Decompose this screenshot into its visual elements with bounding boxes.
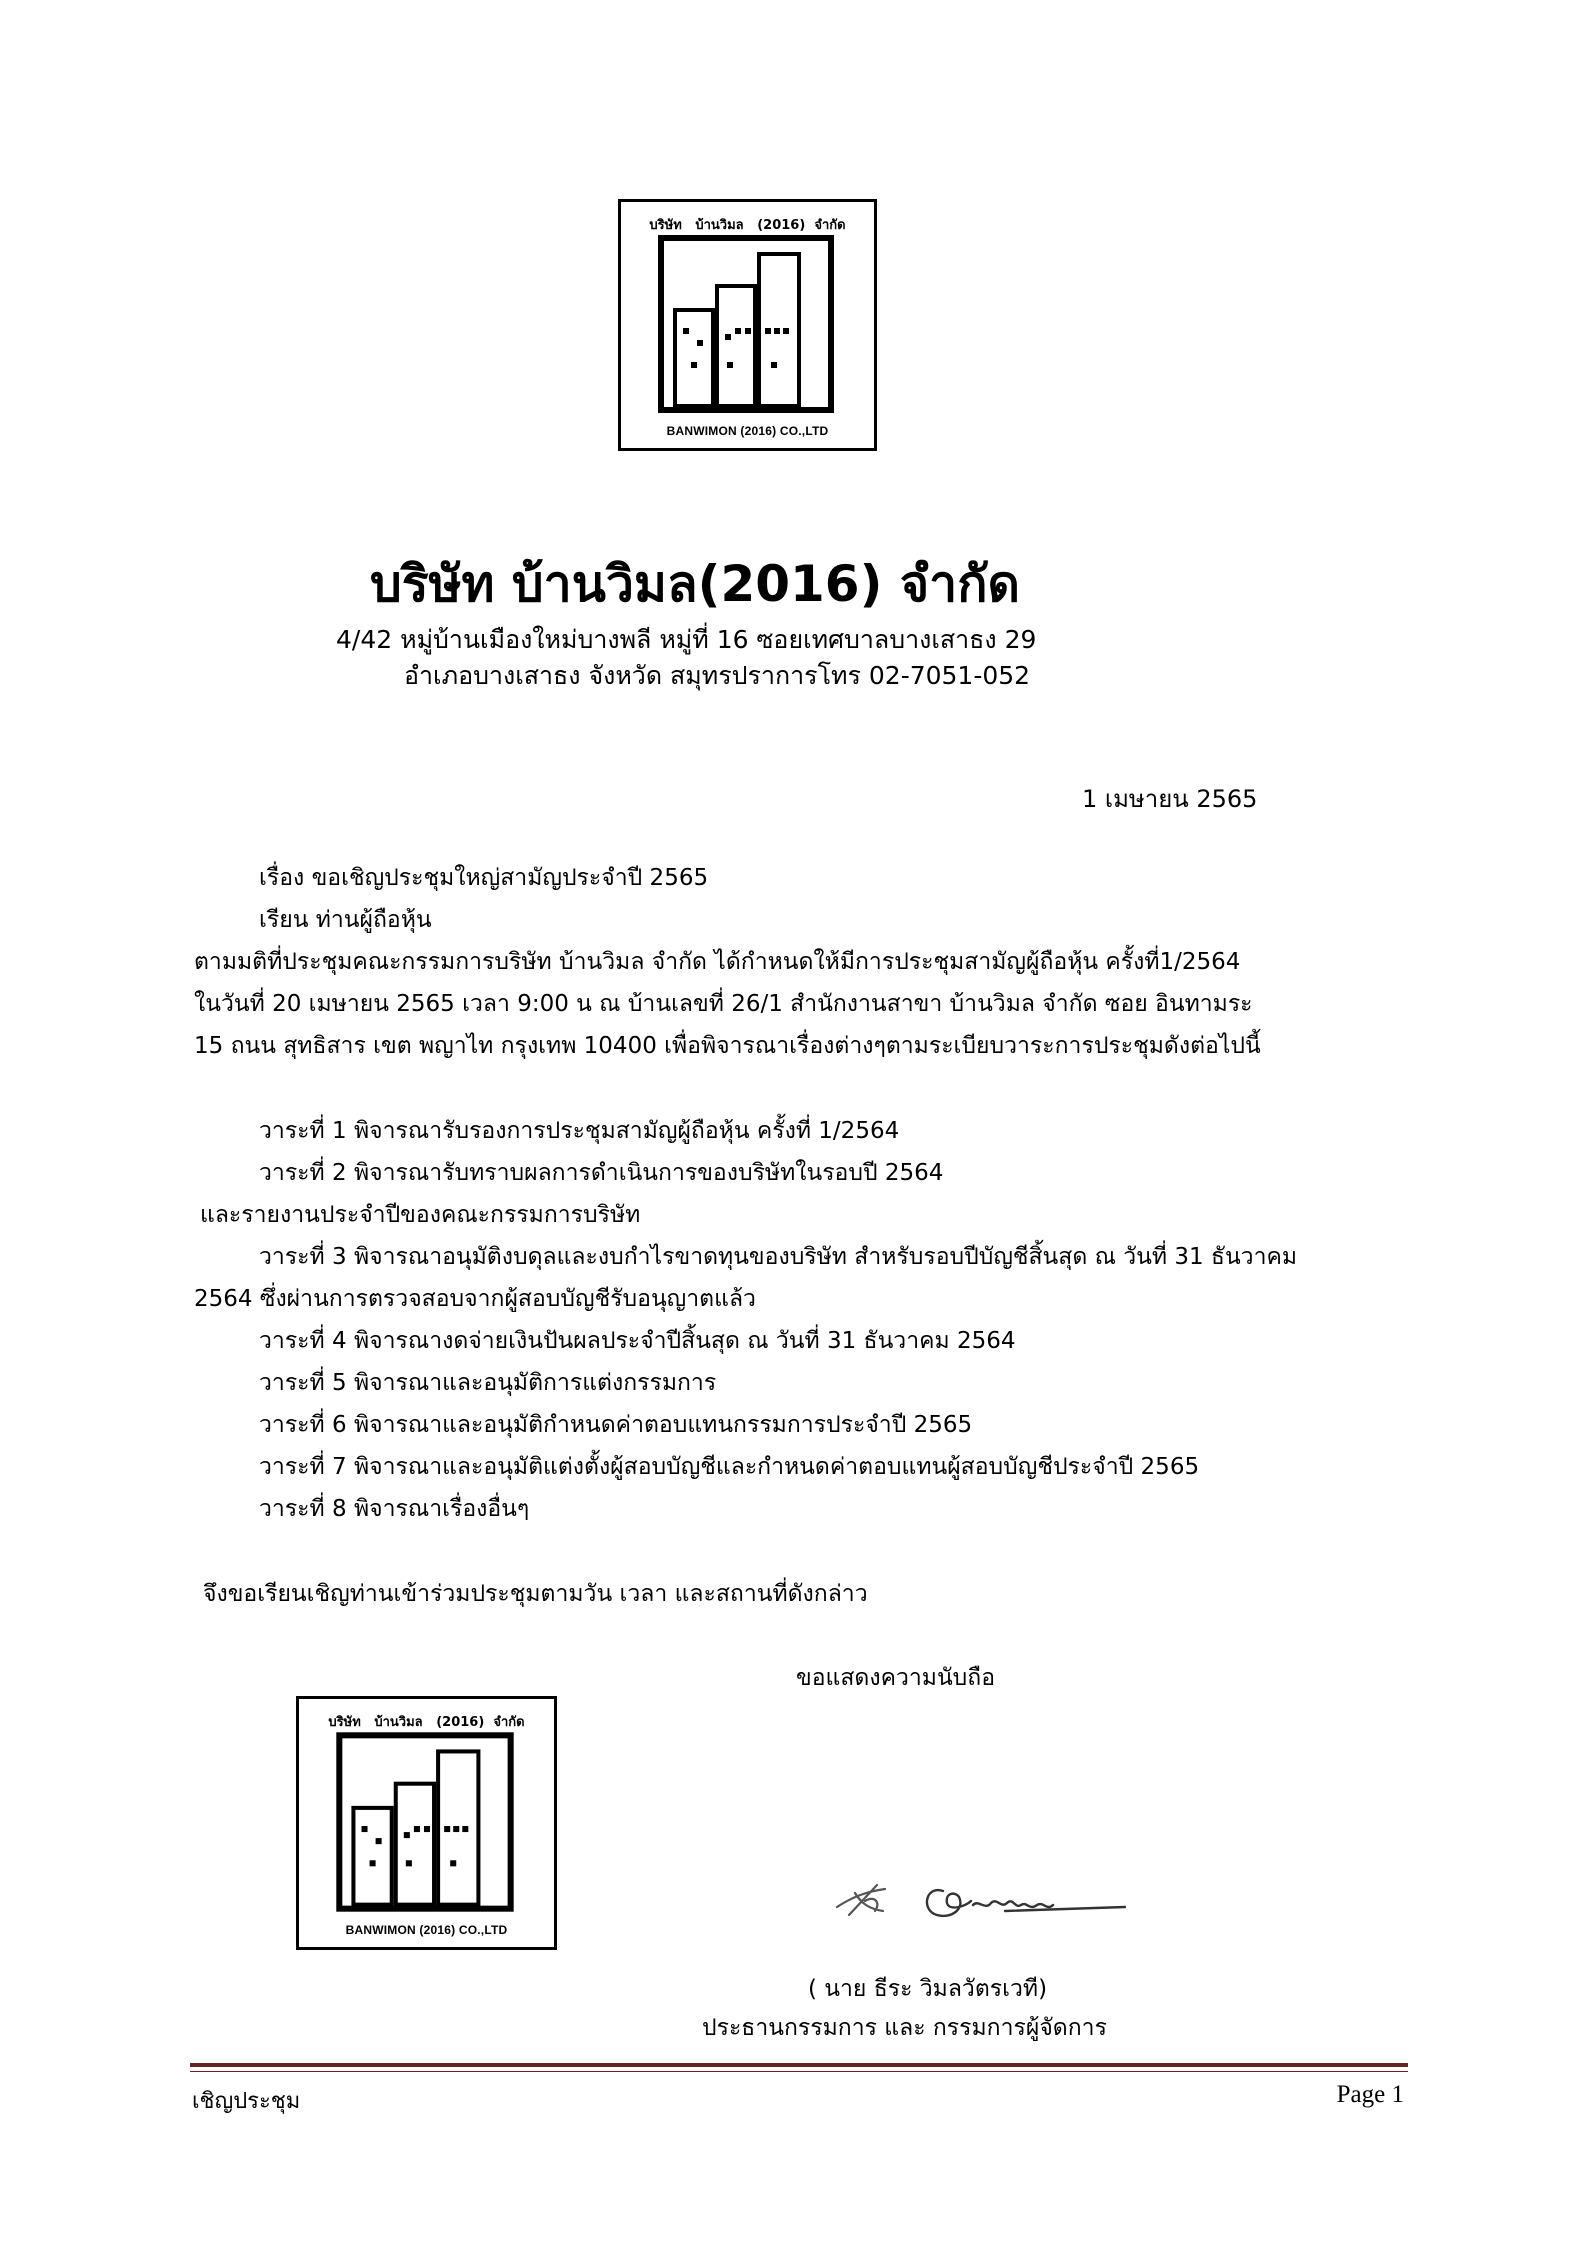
agenda-item: วาระที่ 1 พิจารณารับรองการประชุมสามัญผู้ถือหุ้น ครั้งที่ 1/2564 [259, 1118, 900, 1144]
agenda-item-continuation: 2564 ซึ่งผ่านการตรวจสอบจากผู้สอบบัญชีรับอนุญาตแล้ว [194, 1286, 756, 1312]
agenda-item: วาระที่ 2 พิจารณารับทราบผลการดำเนินการของบริษัทในรอบปี 2564 [259, 1160, 944, 1186]
company-stamp-logo [296, 1696, 557, 1950]
logo-company-name-th: บริษัท บ้านวิมล (2016) จำกัด [649, 218, 846, 233]
signer-title: ประธานกรรมการ และ กรรมการผู้จัดการ [702, 2015, 1107, 2041]
agenda-item: วาระที่ 3 พิจารณาอนุมัติงบดุลและงบกำไรขาดทุนของบริษัท สำหรับรอบปีบัญชีสิ้นสุด ณ วันที่ 31 ธันวาคม [259, 1244, 1298, 1270]
logo-company-name-en: BANWIMON (2016) CO.,LTD [345, 1923, 508, 1937]
company-logo-top [618, 199, 877, 451]
signer-name: ( นาย ธีระ วิมลวัตรเวที) [808, 1976, 1048, 2002]
agenda-item: วาระที่ 7 พิจารณาและอนุมัติแต่งตั้งผู้สอบบัญชีและกำหนดค่าตอบแทนผู้สอบบัญชีประจำปี 2565 [259, 1454, 1200, 1480]
regards-line: ขอแสดงความนับถือ [796, 1665, 996, 1691]
logo-company-name-en: BANWIMON (2016) CO.,LTD [666, 424, 829, 438]
subject-line: เรื่อง ขอเชิญประชุมใหญ่สามัญประจำปี 2565 [259, 865, 709, 891]
agenda-item-continuation: และรายงานประจำปีของคณะกรรมการบริษัท [200, 1202, 641, 1228]
address-line-1: 4/42 หมู่บ้านเมืองใหม่บางพลี หมู่ที่ 16 ซอยเทศบาลบางเสาธง 29 [336, 625, 1037, 654]
agenda-item: วาระที่ 4 พิจารณางดจ่ายเงินปันผลประจำปีสิ้นสุด ณ วันที่ 31 ธันวาคม 2564 [259, 1328, 1016, 1354]
agenda-item: วาระที่ 8 พิจารณาเรื่องอื่นๆ [259, 1496, 530, 1522]
building-icon [621, 202, 874, 448]
intro-line: ตามมติที่ประชุมคณะกรรมการบริษัท บ้านวิมล จำกัด ได้กำหนดให้มีการประชุมสามัญผู้ถือหุ้น ครั้งที่1/2564 [194, 949, 1241, 975]
closing-line: จึงขอเรียนเชิญท่านเข้าร่วมประชุมตามวัน เวลา และสถานที่ดังกล่าว [203, 1581, 868, 1607]
salutation-line: เรียน ท่านผู้ถือหุ้น [259, 907, 432, 933]
logo-company-name-th: บริษัท บ้านวิมล (2016) จำกัด [328, 1715, 525, 1730]
intro-line: 15 ถนน สุทธิสาร เขต พญาไท กรุงเทพ 10400 เพื่อพิจารณาเรื่องต่างๆตามระเบียบวาระการประชุมดังต่อไปนี้ [194, 1033, 1261, 1059]
company-name-heading: บริษัท บ้านวิมล(2016) จำกัด [370, 555, 1020, 613]
handwritten-signature [825, 1845, 1165, 1935]
footer-divider [190, 2063, 1408, 2067]
agenda-item: วาระที่ 6 พิจารณาและอนุมัติกำหนดค่าตอบแทนกรรมการประจำปี 2565 [259, 1412, 973, 1438]
address-line-2: อำเภอบางเสาธง จังหวัด สมุทรปราการโทร 02-7051-052 [404, 661, 1031, 690]
footer-page-number: Page 1 [1336, 2081, 1404, 2108]
footer-divider-thin [190, 2071, 1408, 2072]
letter-date: 1 เมษายน 2565 [1082, 785, 1258, 813]
agenda-item: วาระที่ 5 พิจารณาและอนุมัติการแต่งกรรมการ [259, 1370, 717, 1396]
building-icon [299, 1699, 554, 1947]
footer-document-title: เชิญประชุม [192, 2089, 301, 2114]
intro-line: ในวันที่ 20 เมษายน 2565 เวลา 9:00 น ณ บ้านเลขที่ 26/1 สำนักงานสาขา บ้านวิมล จำกัด ซอย อินทามระ [194, 991, 1253, 1017]
